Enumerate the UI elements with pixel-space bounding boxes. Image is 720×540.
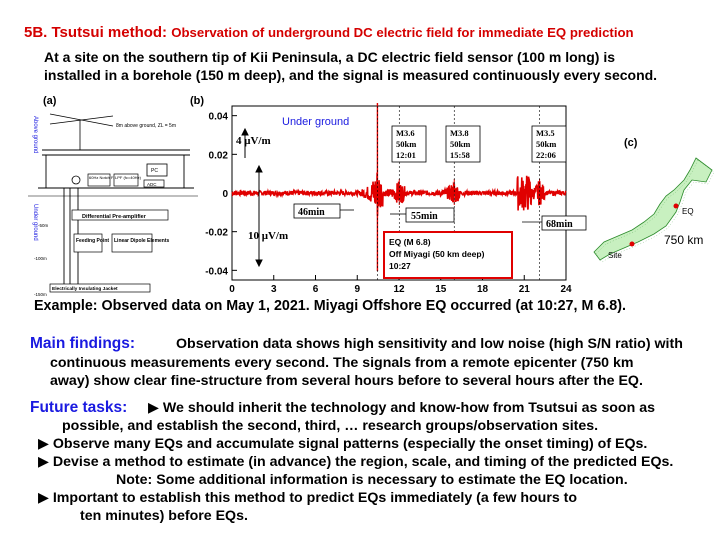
event-box-m36 — [392, 126, 426, 162]
diff-amp-label: Differential Pre-amplifier — [82, 214, 146, 220]
future-task-line-7: ten minutes) before EQs. — [80, 508, 248, 524]
lead-55min: 55min — [411, 211, 438, 222]
scale-10uv: 10 μV/m — [248, 230, 289, 242]
x-tick-label: 6 — [312, 284, 319, 295]
map-eq-label: EQ — [682, 207, 694, 216]
future-tasks-heading: Future tasks: — [30, 399, 128, 416]
y-tick-label: 0.04 — [208, 111, 228, 123]
main-findings-heading: Main findings: — [30, 335, 136, 352]
x-tick-label: 21 — [518, 284, 530, 295]
depth-50m: -50m — [38, 223, 49, 228]
efield-chart — [182, 92, 590, 298]
x-tick-label: 9 — [354, 284, 361, 295]
title-subtitle: Observation of underground DC electric field for immediate EQ prediction — [171, 25, 634, 40]
event-m35-mag: M3.5 — [536, 128, 555, 138]
lpf-label: LPF (fc=40Hz) — [115, 175, 141, 180]
event-m38-time: 15:58 — [450, 150, 470, 160]
jacket-label: Electrically Insulating Jacket — [52, 287, 118, 292]
above-ground-label: Above ground — [32, 116, 38, 154]
x-tick-label: 12 — [393, 284, 405, 295]
scale-4uv: 4 μV/m — [236, 135, 271, 147]
lead-46min: 46min — [298, 207, 325, 218]
future-task-line-3: ▶ Observe many EQs and accumulate signal patterns (especially the onset timing) of EQs. — [38, 436, 648, 452]
main-eq-mag: EQ (M 6.8) — [389, 237, 431, 247]
figure-caption: Example: Observed data on May 1, 2021. Miyagi Offshore EQ occurred (at 10:27, M 6.8). — [34, 298, 626, 314]
intro-line-1: At a site on the southern tip of Kii Peninsula, a DC electric field sensor (100 m long) is — [44, 49, 615, 65]
x-tick-label: 0 — [229, 284, 235, 295]
map-site-label: Site — [608, 251, 622, 260]
pc-label: PC — [151, 168, 158, 174]
antenna-icon — [50, 114, 113, 150]
preamp-icon — [72, 176, 80, 184]
event-m36-mag: M3.6 — [396, 128, 415, 138]
main-findings-line-3: away) show clear fine-structure from several hours before to several hours after the EQ. — [50, 373, 643, 389]
event-m36-depth: 50km — [396, 139, 417, 149]
panel-b-label: (b) — [190, 95, 205, 107]
slide-title — [24, 24, 634, 41]
x-tick-label: 3 — [270, 284, 277, 295]
future-task-line-4: ▶ Devise a method to estimate (in advance) the region, scale, and timing of the predicted EQs. — [38, 454, 674, 470]
event-m35-time: 22:06 — [536, 150, 556, 160]
depth-100m: -100m — [34, 256, 47, 261]
future-task-line-2: possible, and establish the second, third, … research groups/observation sites. — [62, 418, 599, 434]
main-eq-time: 10:27 — [389, 261, 411, 271]
future-task-note: Note: Some additional information is necessary to estimate the EQ location. — [116, 472, 628, 488]
dipole-label: Linear Dipole Elements — [114, 238, 170, 244]
panel-a-label: (a) — [43, 95, 57, 107]
event-m38-mag: M3.8 — [450, 128, 469, 138]
adc-label: ADC — [147, 182, 157, 187]
main-eq-location: Off Miyagi (50 km deep) — [389, 249, 485, 259]
y-tick-label: -0.02 — [205, 227, 228, 239]
japan-map — [588, 130, 720, 270]
event-m38-depth: 50km — [450, 139, 471, 149]
y-tick-label: -0.04 — [205, 266, 228, 278]
eq-marker — [674, 204, 679, 209]
title-main: 5B. Tsutsui method: — [24, 24, 172, 41]
under-ground-label: Under ground — [32, 204, 38, 241]
main-findings-line-1: Observation data shows high sensitivity and low noise (high S/N ratio) with — [176, 336, 683, 352]
y-tick-label: 0.02 — [208, 150, 228, 162]
future-task-line-6: ▶ Important to establish this method to predict EQs immediately (a few hours to — [38, 490, 578, 506]
depth-150m: -150m — [34, 292, 47, 297]
lead-68min: 68min — [546, 219, 573, 230]
notch-label: 60Hz Notch F. — [89, 175, 115, 180]
event-m36-time: 12:01 — [396, 150, 416, 160]
main-findings-line-2: continuous measurements every second. The signals from a remote epicenter (750 km — [50, 355, 634, 371]
intro-line-2: installed in a borehole (150 m deep), and the signal is measured continuously every second. — [44, 67, 658, 83]
event-box-m35 — [532, 126, 566, 162]
event-box-m38 — [446, 126, 480, 162]
map-distance: 750 km — [664, 233, 704, 247]
panel-c-label: (c) — [624, 137, 638, 149]
chart-under-ground: Under ground — [282, 116, 350, 128]
site-marker — [630, 242, 635, 247]
y-tick-label: 0 — [222, 189, 228, 200]
feeding-point-label: Feeding Point — [76, 238, 110, 244]
antenna-note: 8m above ground, ZL = 5m — [116, 123, 176, 129]
x-tick-label: 24 — [560, 284, 572, 295]
borehole-schematic — [28, 92, 198, 300]
x-tick-label: 18 — [476, 284, 489, 295]
x-tick-label: 15 — [435, 284, 447, 295]
event-m35-depth: 50km — [536, 139, 557, 149]
future-task-line-1: ▶ We should inherit the technology and know-how from Tsutsui as soon as — [148, 400, 655, 416]
